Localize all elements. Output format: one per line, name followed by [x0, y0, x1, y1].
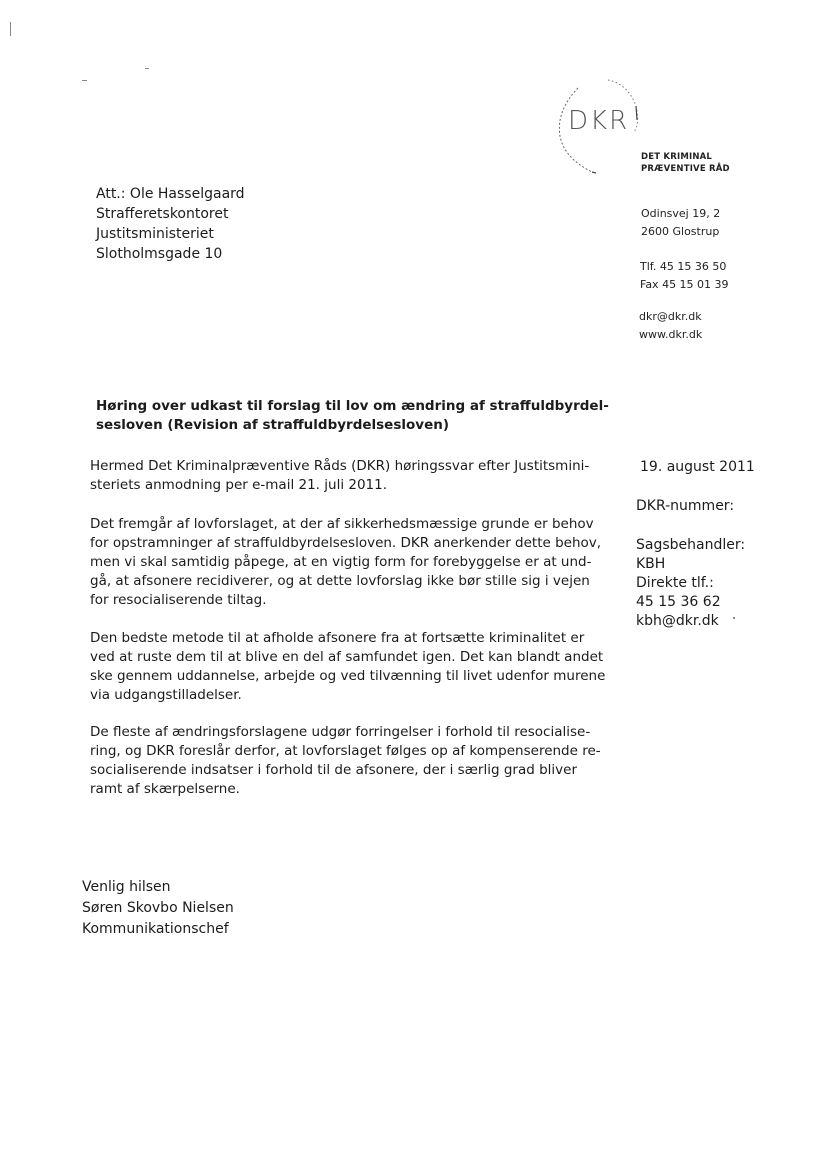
body-line: ske gennem uddannelse, arbejde og ved tilvænning til livet udenfor murene	[90, 668, 606, 684]
signature-block	[82, 877, 234, 940]
org-address	[641, 205, 720, 241]
scan-speck	[82, 80, 87, 81]
recipient-line: Att.: Ole Hasselgaard	[96, 186, 245, 202]
address-line: Odinsvej 19, 2	[641, 207, 721, 220]
signer-name: Søren Skovbo Nielsen	[82, 900, 234, 916]
letter-date: 19. august 2011	[640, 459, 755, 475]
org-website: www.dkr.dk	[639, 328, 703, 341]
recipient-line: Strafferetskontoret	[96, 206, 229, 222]
letter-subject	[96, 397, 636, 435]
body-line: via udgangstilladelser.	[90, 687, 242, 703]
direct-phone-value: 45 15 36 62	[636, 594, 721, 610]
subject-line: Høring over udkast til forslag til lov om ændring af straffuldbyrdel-	[96, 398, 609, 414]
subject-line: sesloven (Revision af straffuldbyrdelsesloven)	[96, 417, 450, 433]
scan-speck	[145, 68, 149, 69]
org-name	[641, 151, 730, 175]
paragraph-3	[90, 629, 630, 705]
phone-line: Tlf. 45 15 36 50	[640, 260, 727, 273]
org-web	[639, 308, 702, 344]
org-name-line: PRÆVENTIVE RÅD	[641, 164, 730, 174]
paragraph-2	[90, 515, 630, 610]
body-line: ring, og DKR foreslår derfor, at lovforslaget følges op af kompenserende re-	[90, 743, 601, 759]
body-line: for resocialiserende tiltag.	[90, 592, 267, 608]
logo-text: DKR	[568, 106, 630, 136]
handler-label: Sagsbehandler:	[636, 537, 746, 553]
body-line: for opstramninger af straffuldbyrdelsesloven. DKR anerkender dette behov,	[90, 535, 602, 551]
handler-email: kbh@dkr.dk	[636, 613, 719, 629]
fax-line: Fax 45 15 01 39	[640, 278, 729, 291]
handler-value: KBH	[636, 556, 666, 572]
body-line: ramt af skærpelserne.	[90, 781, 240, 797]
body-line: ved at ruste dem til at blive en del af samfundet igen. Det kan blandt andet	[90, 649, 604, 665]
dkr-number-label: DKR-nummer:	[636, 498, 735, 514]
recipient-line: Justitsministeriet	[96, 226, 214, 242]
org-phone	[640, 258, 729, 294]
direct-phone-label: Direkte tlf.:	[636, 575, 714, 591]
paragraph-4	[90, 723, 630, 799]
body-line: Det fremgår af lovforslaget, at der af sikkerhedsmæssige grunde er behov	[90, 516, 594, 532]
body-line: De fleste af ændringsforslagene udgør forringelser i forhold til resocialise-	[90, 724, 591, 740]
body-line: Den bedste metode til at afholde afsonere fra at fortsætte kriminalitet er	[90, 630, 585, 646]
signer-title: Kommunikationschef	[82, 921, 229, 937]
paragraph-1	[90, 457, 630, 495]
case-handler	[636, 536, 745, 631]
body-line: gå, at afsonere recidiverer, og at dette lovforslag ikke bør stille sig i vejen	[90, 573, 590, 589]
recipient-address	[96, 184, 245, 264]
body-line: Hermed Det Kriminalpræventive Råds (DKR) høringssvar efter Justitsmini-	[90, 458, 590, 474]
org-email: dkr@dkr.dk	[639, 310, 702, 323]
closing-line: Venlig hilsen	[82, 879, 171, 895]
org-name-line: DET KRIMINAL	[641, 152, 713, 162]
address-line: 2600 Glostrup	[641, 225, 720, 238]
scan-speck	[10, 22, 11, 36]
body-line: men vi skal samtidig påpege, at en vigtig form for forebyggelse er at und-	[90, 554, 592, 570]
body-line: steriets anmodning per e-mail 21. juli 2011.	[90, 477, 388, 493]
recipient-line: Slotholmsgade 10	[96, 246, 223, 262]
body-line: socialiserende indsatser i forhold til de afsonere, der i særlig grad bliver	[90, 762, 578, 778]
